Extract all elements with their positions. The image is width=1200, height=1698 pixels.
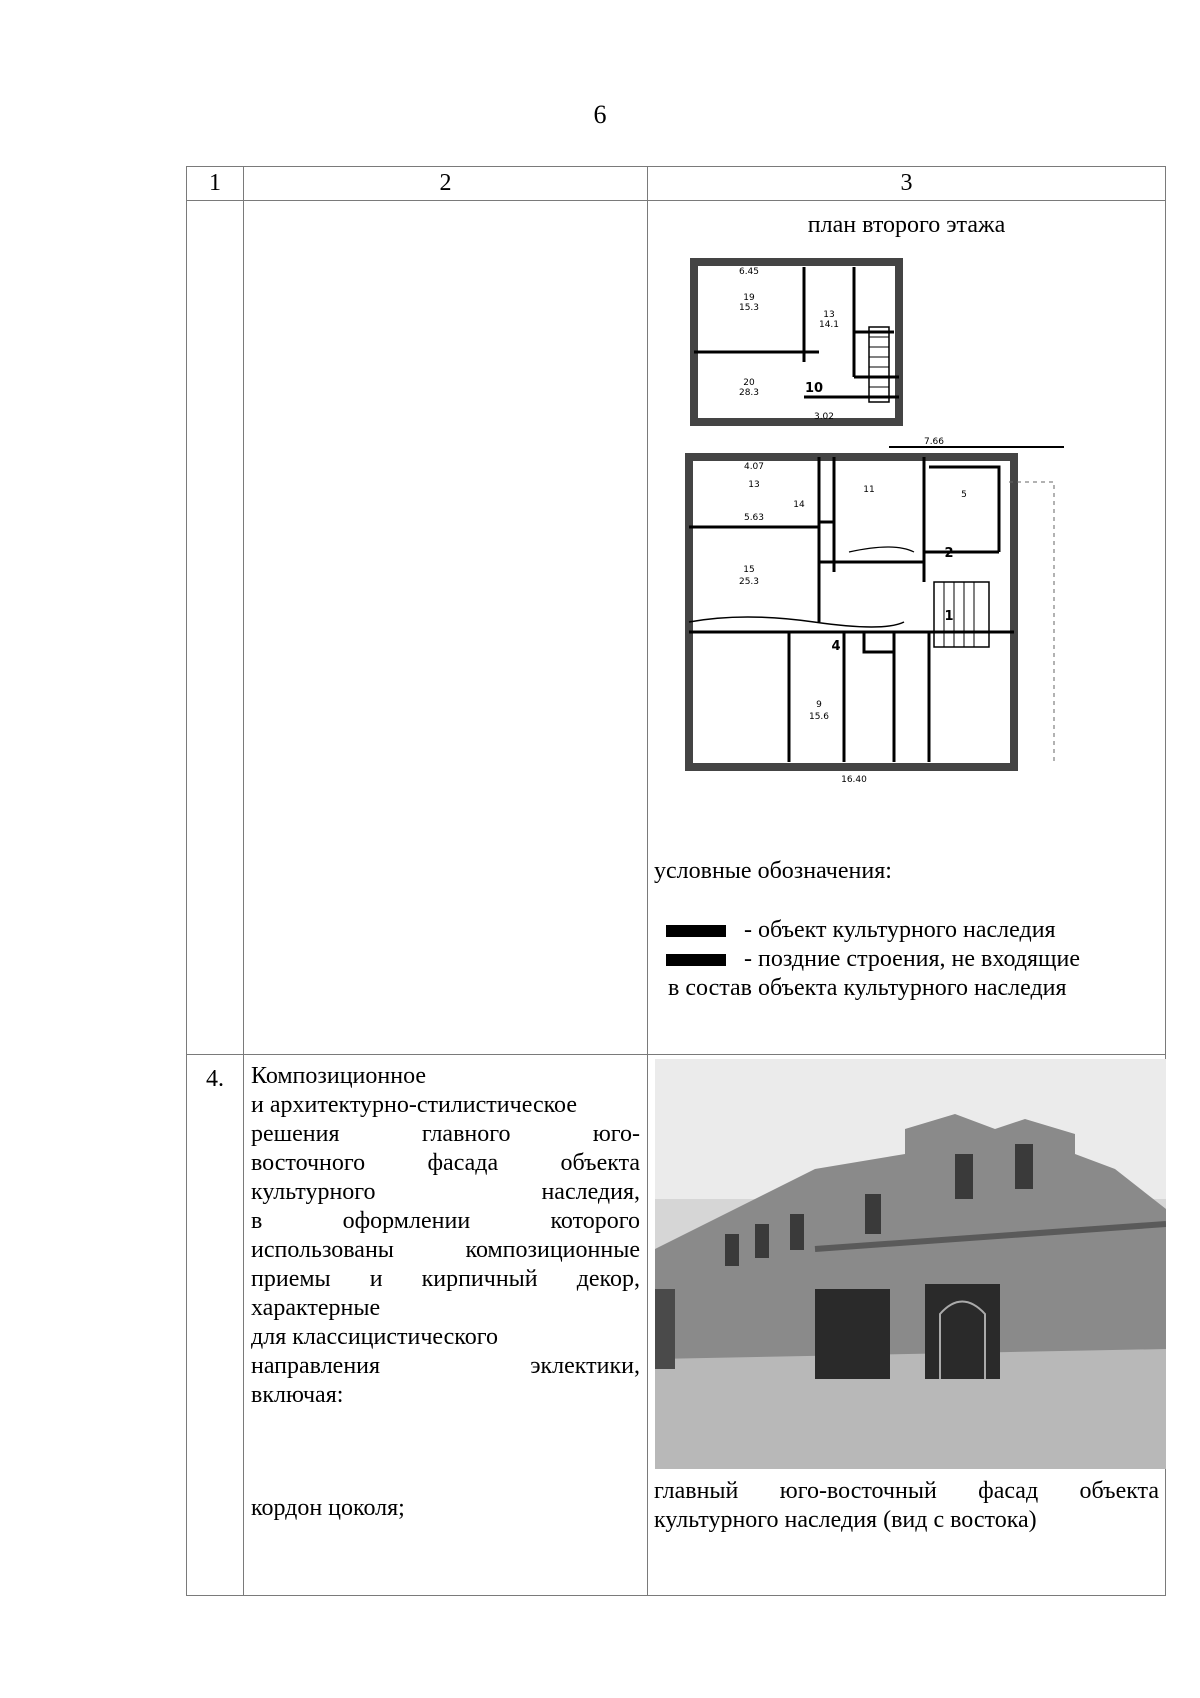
plan-dimension-label: 3.02 (813, 412, 835, 422)
plan-title: план второго этажа (807, 212, 1006, 238)
second-floor-plan-image (664, 252, 1064, 817)
legend-item-heritage (666, 916, 1165, 945)
plan-room-label: 19 (743, 293, 755, 303)
description-line: в оформлении которого (251, 1208, 640, 1234)
row-number: 4. (187, 1055, 244, 1596)
plan-room-label: 1 (944, 609, 954, 624)
column-header-1: 1 (187, 167, 244, 201)
plan-room-area: 15.3 (738, 303, 760, 313)
facade-photo (655, 1059, 1166, 1469)
plan-room-area: 15.6 (808, 712, 830, 722)
description-cell-empty (244, 201, 648, 1055)
plan-room-label: 14 (793, 500, 805, 510)
plan-room-area: 14.1 (818, 320, 840, 330)
page-number: 6 (593, 100, 607, 129)
table-row (187, 201, 1166, 1055)
table-row (187, 1055, 1166, 1596)
description-line: характерные (251, 1295, 381, 1321)
photo-caption (654, 1477, 1159, 1535)
plan-room-area: 28.3 (738, 388, 760, 398)
photo-cell (648, 1055, 1166, 1596)
plan-dimension-label: 4.07 (743, 462, 765, 472)
plan-room-label: 11 (863, 485, 875, 495)
plan-dimension-label: 5.63 (743, 513, 765, 523)
description-line: культурного наследия, (251, 1179, 640, 1205)
number-cell-empty (187, 201, 244, 1055)
plan-room-label: 5 (961, 490, 967, 500)
description-line: использованы композиционные (251, 1237, 640, 1263)
spacer (251, 1410, 640, 1494)
description-line: включая: (251, 1382, 344, 1408)
heritage-table (186, 166, 1166, 1596)
plan-dimension-label: 6.45 (738, 267, 760, 277)
table-header-row (187, 167, 1166, 201)
description-text (244, 1055, 647, 1523)
column-header-3: 3 (648, 167, 1166, 201)
plan-room-label: 15 (743, 565, 755, 575)
description-cell (244, 1055, 648, 1596)
description-line: решения главного юго- (251, 1121, 640, 1147)
description-line: приемы и кирпичный декор, (251, 1266, 640, 1292)
legend-continuation: в состав объекта культурного наследия (668, 975, 1067, 1001)
plan-room-label: 10 (804, 381, 824, 396)
sub-item: кордон цоколя; (251, 1495, 405, 1521)
legend-swatch (666, 954, 726, 966)
description-line: восточного фасада объекта (251, 1150, 640, 1176)
plan-dimension-label: 7.66 (923, 437, 945, 447)
plan-room-area: 25.3 (738, 577, 760, 587)
plan-room-label: 4 (831, 639, 841, 654)
plan-room-label: 2 (944, 546, 954, 561)
caption-line: культурного наследия (вид с востока) (654, 1507, 1037, 1533)
description-line: и архитектурно-стилистическое (251, 1092, 577, 1118)
plan-room-label: 13 (748, 480, 760, 490)
legend-swatch (666, 925, 726, 937)
description-line: направления эклектики, (251, 1353, 640, 1379)
plan-cell (648, 201, 1166, 1055)
plan-room-label: 9 (816, 700, 822, 710)
description-line: Композиционное (251, 1063, 427, 1089)
legend-label: - поздние строения, не входящие (744, 946, 1080, 972)
plan-dimension-label: 16.40 (841, 775, 867, 785)
column-header-2: 2 (244, 167, 648, 201)
legend-label: - объект культурного наследия (744, 917, 1056, 943)
plan-room-label: 20 (743, 378, 755, 388)
description-line: для классицистического (251, 1324, 498, 1350)
caption-line: главный юго-восточный фасад объекта (654, 1478, 1159, 1504)
plan-room-label: 13 (823, 310, 835, 320)
legend-title: условные обозначения: (654, 858, 892, 884)
legend-item-later-buildings (666, 945, 1165, 974)
